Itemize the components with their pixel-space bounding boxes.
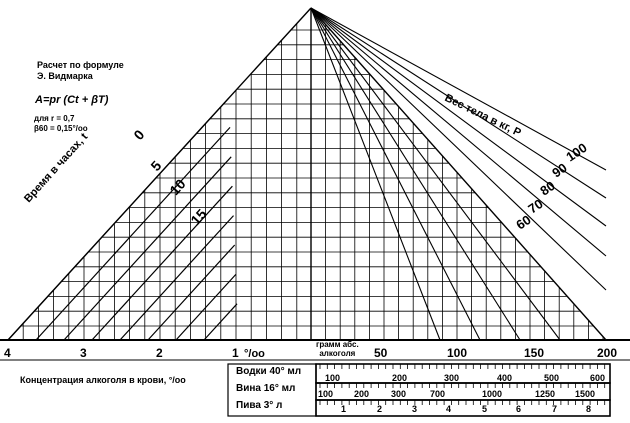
weight-label-70: 70 <box>525 195 546 217</box>
wine-tick: 300 <box>391 389 407 399</box>
formula-title-line1: Расчет по формуле <box>37 60 124 70</box>
vodka-tick: 100 <box>325 373 341 383</box>
formula-param-r: для r = 0,7 <box>34 114 75 123</box>
beer-tick: 4 <box>446 404 452 414</box>
weight-ray <box>311 8 520 340</box>
weight-ray <box>311 8 560 340</box>
formula-title <box>37 60 124 82</box>
time-labels <box>130 126 209 228</box>
beer-tick: 6 <box>516 404 522 414</box>
beer-tick: 8 <box>586 404 592 414</box>
wine-tick: 1250 <box>535 389 556 399</box>
weight-label-100: 100 <box>563 139 590 165</box>
conc-tick-4: 4 <box>4 346 11 360</box>
vodka-scale-box <box>316 364 610 383</box>
grams-tick-150: 150 <box>524 346 545 360</box>
beer-scale-box <box>316 400 610 416</box>
grams-title-line1: грамм абс. <box>316 340 359 349</box>
weight-label-90: 90 <box>549 159 570 181</box>
time-diagonal <box>64 157 231 340</box>
vodka-tick: 500 <box>544 373 560 383</box>
weight-ray <box>311 8 440 340</box>
vodka-tick: 400 <box>497 373 513 383</box>
time-label-5: 5 <box>147 157 165 175</box>
grams-tick-200: 200 <box>597 346 618 360</box>
vodka-tick: 300 <box>444 373 460 383</box>
formula-equation: A=pr (Ct + βT) <box>35 94 109 106</box>
beer-row-label: Пива 3° л <box>236 400 283 411</box>
formula-param-beta: β60 = 0,15°/oo <box>34 124 88 133</box>
beer-tick: 5 <box>482 404 488 414</box>
concentration-caption: Концентрация алкоголя в крови, °/oo <box>20 375 186 385</box>
time-label-10: 10 <box>166 175 189 199</box>
conc-tick-3: 3 <box>80 346 87 360</box>
beer-tick: 1 <box>341 404 347 414</box>
vodka-tick: 200 <box>392 373 408 383</box>
weight-label-60: 60 <box>513 211 534 233</box>
wine-scale-labels <box>318 389 595 399</box>
vodka-scale-labels <box>325 373 605 383</box>
grams-tick-50: 50 <box>374 346 388 360</box>
beer-tick: 7 <box>552 404 558 414</box>
concentration-scale <box>4 346 265 360</box>
vodka-row-label: Водки 40° мл <box>236 366 302 377</box>
weight-ray <box>311 8 480 340</box>
weight-ray <box>311 8 606 256</box>
conc-tick-1: 1 <box>232 346 239 360</box>
time-label-15: 15 <box>187 205 210 229</box>
conc-tick-2: 2 <box>156 346 163 360</box>
time-diagonal <box>120 216 234 340</box>
wine-tick: 200 <box>354 389 370 399</box>
vodka-tick: 600 <box>590 373 606 383</box>
grams-scale <box>374 346 617 360</box>
weight-ray <box>311 8 606 290</box>
grams-tick-100: 100 <box>447 346 468 360</box>
time-label-0: 0 <box>130 126 148 144</box>
beer-scale-labels <box>341 404 591 414</box>
beer-tick: 2 <box>377 404 383 414</box>
beer-tick: 3 <box>412 404 418 414</box>
time-axis-title: Время в часах, t <box>22 130 91 206</box>
formula-title-line2: Э. Видмарка <box>37 71 93 81</box>
weight-ray <box>311 8 606 226</box>
grams-title-line2: алкоголя <box>319 349 356 358</box>
conc-unit: °/oo <box>244 348 265 360</box>
weight-labels <box>513 140 589 233</box>
weight-axis-title: Вес тела в кг, P <box>442 92 523 140</box>
grams-axis-title <box>316 340 359 358</box>
wine-tick: 1000 <box>482 389 503 399</box>
wine-row-label: Вина 16° мл <box>236 383 296 394</box>
wine-tick: 1500 <box>575 389 596 399</box>
wine-tick: 100 <box>318 389 334 399</box>
wine-tick: 700 <box>430 389 446 399</box>
weight-label-80: 80 <box>537 177 558 199</box>
time-diagonal <box>92 186 232 340</box>
